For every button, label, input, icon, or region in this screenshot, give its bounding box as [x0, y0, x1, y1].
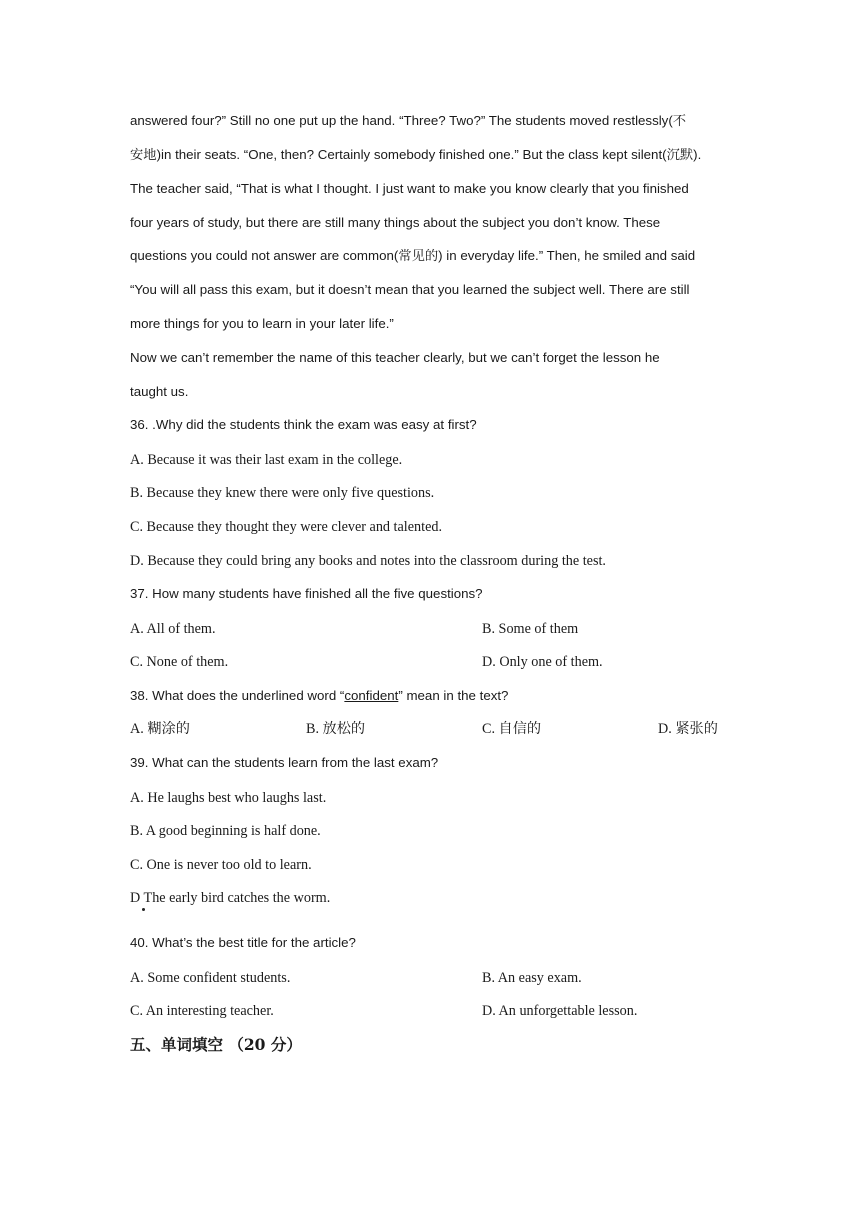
question-38-option-d: D. 紧张的	[658, 721, 718, 737]
question-36-option-b: B. Because they knew there were only five questions.	[130, 485, 435, 501]
question-38-option-a: A. 糊涂的	[130, 721, 190, 737]
question-37-option-d: D. Only one of them.	[482, 654, 603, 670]
question-38-stem-after: ” mean in the text?	[398, 688, 509, 703]
passage-line-9: taught us.	[130, 384, 189, 399]
question-38-option-b: B. 放松的	[306, 721, 366, 737]
question-38-stem	[130, 686, 508, 706]
passage-line-7: more things for you to learn in your later life.”	[130, 316, 394, 331]
question-37-option-c: C. None of them.	[130, 654, 229, 670]
question-39-option-c: C. One is never too old to learn.	[130, 857, 312, 873]
question-39-stem: 39. What can the students learn from the last exam?	[130, 755, 439, 770]
question-37-option-b: B. Some of them	[482, 621, 579, 637]
question-36-option-c: C. Because they thought they were clever and talented.	[130, 519, 443, 535]
question-37-option-a: A. All of them.	[130, 621, 216, 637]
stray-dot-mark	[142, 908, 145, 911]
question-39-option-b: B. A good beginning is half done.	[130, 823, 321, 839]
passage-line-3: The teacher said, “That is what I thought. I just want to make you know clearly that you finished	[130, 181, 689, 196]
underlined-word: confident	[344, 688, 399, 703]
question-36-option-d: D. Because they could bring any books and notes into the classroom during the test.	[130, 553, 606, 569]
question-40-option-d: D. An unforgettable lesson.	[482, 1003, 638, 1019]
passage-line-6: “You will all pass this exam, but it doesn’t mean that you learned the subject well. There are still	[130, 282, 690, 297]
question-40-stem: 40. What’s the best title for the article?	[130, 935, 356, 950]
passage-line-2: 安地)in their seats. “One, then? Certainly somebody finished one.” But the class kept silent(沉默).	[130, 147, 702, 162]
question-39-option-a: A. He laughs best who laughs last.	[130, 790, 327, 806]
question-40-option-a: A. Some confident students.	[130, 970, 291, 986]
passage-line-8: Now we can’t remember the name of this teacher clearly, but we can’t forget the lesson he	[130, 350, 660, 365]
question-36-stem: 36. .Why did the students think the exam was easy at first?	[130, 417, 477, 432]
section-heading: 五、单词填空 （20 分）	[130, 1035, 302, 1054]
passage-line-4: four years of study, but there are still many things about the subject you don’t know. These	[130, 215, 661, 230]
question-39-option-d: D The early bird catches the worm.	[130, 890, 331, 906]
passage-line-1: answered four?” Still no one put up the hand. “Three? Two?” The students moved restlessly(不	[130, 113, 687, 128]
question-36-option-a: A. Because it was their last exam in the college.	[130, 452, 403, 468]
passage-line-5: questions you could not answer are common(常见的) in everyday life.” Then, he smiled and said	[130, 248, 696, 263]
question-37-stem: 37. How many students have finished all the five questions?	[130, 586, 483, 601]
question-38-option-c: C. 自信的	[482, 721, 542, 737]
question-40-option-b: B. An easy exam.	[482, 970, 582, 986]
question-38-stem-before: 38. What does the underlined word “	[130, 688, 345, 703]
question-40-option-c: C. An interesting teacher.	[130, 1003, 274, 1019]
